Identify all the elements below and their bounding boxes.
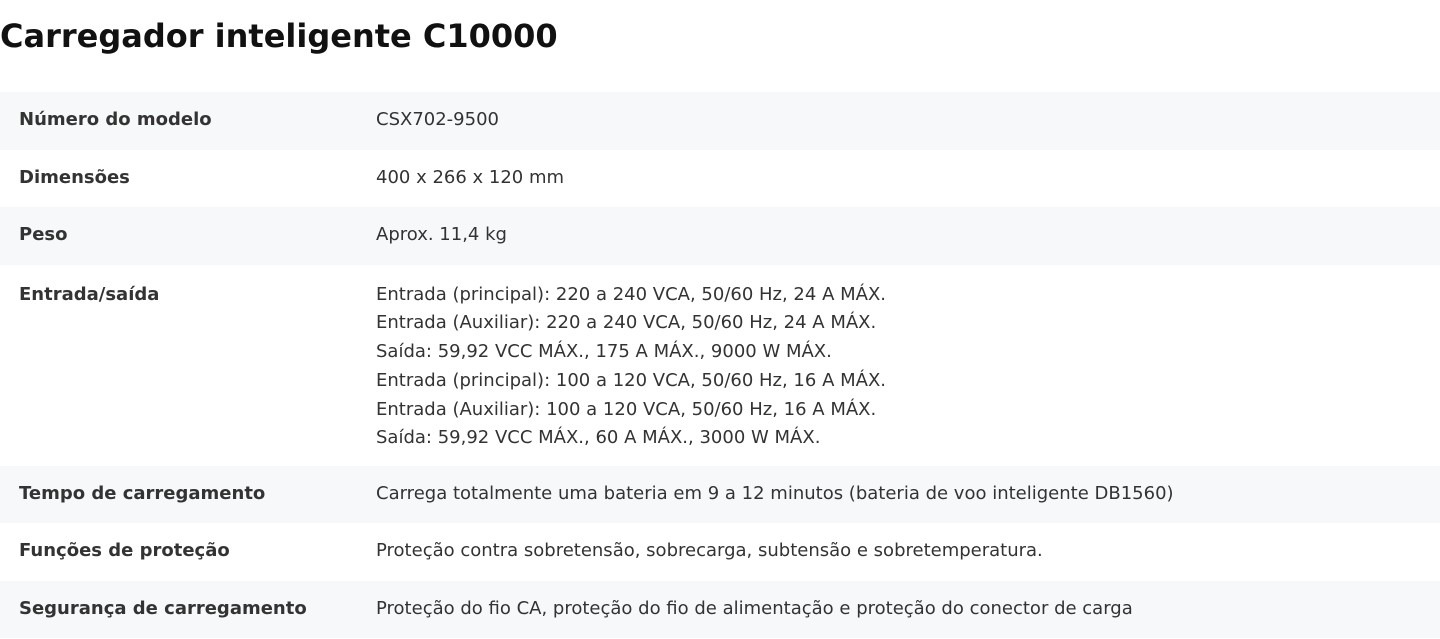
spec-label: Entrada/saída [19,283,160,305]
spec-row-charging-time [0,466,1440,524]
spec-value-line: Entrada (principal): 220 a 240 VCA, 50/60 Hz, 24 A MÁX. [376,283,886,305]
spec-row-weight [0,207,1440,265]
spec-label: Tempo de carregamento [19,482,266,504]
spec-row-model-number [0,92,1440,150]
spec-value-line: Saída: 59,92 VCC MÁX., 60 A MÁX., 3000 W MÁX. [376,427,821,449]
spec-label: Peso [19,224,68,246]
spec-value-lines [376,281,886,454]
spec-value: Proteção do fio CA, proteção do fio de alimentação e proteção do conector de carga [376,597,1133,619]
spec-value-line: Entrada (Auxiliar): 100 a 120 VCA, 50/60 Hz, 16 A MÁX. [376,398,877,420]
spec-label: Número do modelo [19,109,212,131]
spec-value: Proteção contra sobretensão, sobrecarga, subtensão e sobretemperatura. [376,540,1043,562]
spec-row-dimensions [0,150,1440,208]
spec-value: 400 x 266 x 120 mm [376,166,565,188]
spec-label: Segurança de carregamento [19,597,307,619]
spec-value: CSX702-9500 [376,109,499,131]
spec-label: Dimensões [19,166,130,188]
spec-value-line: Entrada (Auxiliar): 220 a 240 VCA, 50/60 Hz, 24 A MÁX. [376,312,877,334]
spec-table [0,92,1440,638]
spec-row-input-output [0,265,1440,466]
spec-value: Carrega totalmente uma bateria em 9 a 12 minutos (bateria de voo inteligente DB1560) [376,482,1174,504]
page-title: Carregador inteligente C10000 [0,17,558,55]
spec-value-line: Saída: 59,92 VCC MÁX., 175 A MÁX., 9000 W MÁX. [376,341,832,363]
spec-value-line: Entrada (principal): 100 a 120 VCA, 50/60 Hz, 16 A MÁX. [376,369,886,391]
spec-row-charging-safety [0,581,1440,639]
spec-value: Aprox. 11,4 kg [376,224,507,246]
spec-row-protection-functions [0,523,1440,581]
spec-label: Funções de proteção [19,540,230,562]
